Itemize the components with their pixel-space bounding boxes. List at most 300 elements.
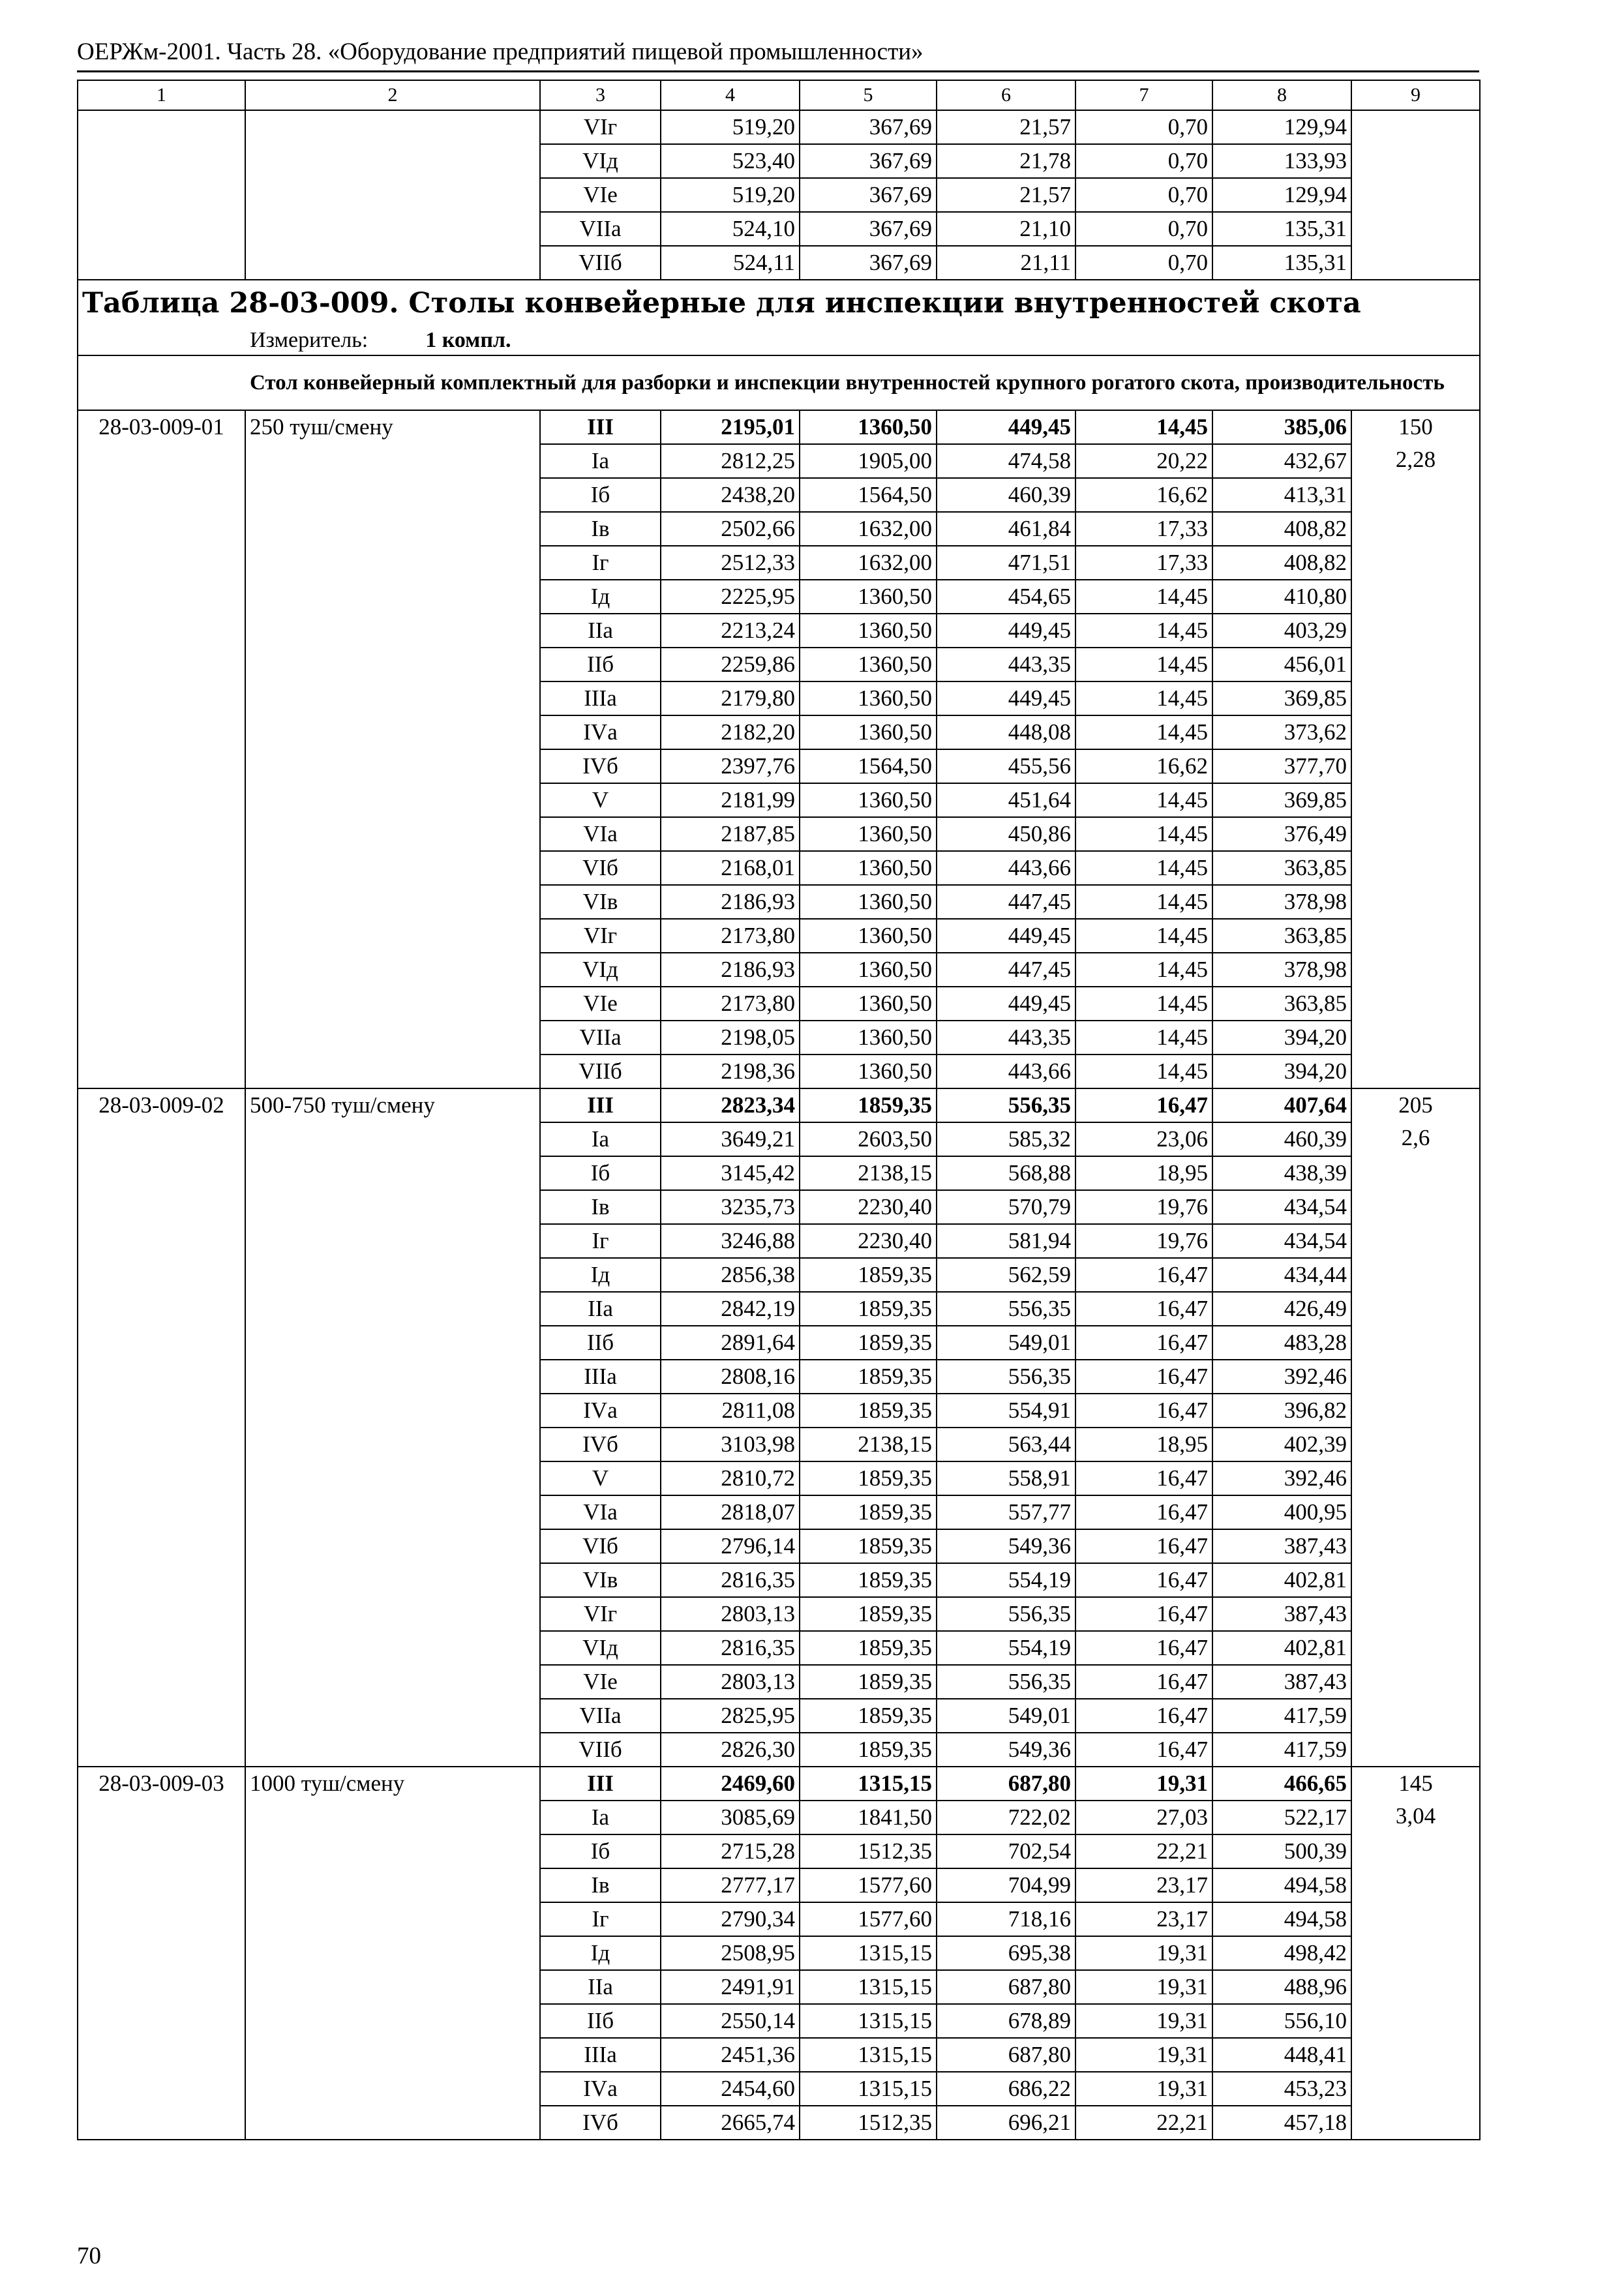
value-cell: 448,41	[1212, 2038, 1351, 2072]
value-cell: 1360,50	[800, 648, 937, 681]
value-cell: 377,70	[1212, 749, 1351, 783]
meter-value: 1 компл.	[425, 328, 511, 352]
value-cell: 16,47	[1075, 1529, 1212, 1563]
zone-cell: IVа	[540, 715, 661, 749]
value-cell: 522,17	[1212, 1801, 1351, 1834]
value-cell: 554,91	[937, 1394, 1075, 1428]
value-cell: 1315,15	[800, 2072, 937, 2106]
value-cell: 14,45	[1075, 817, 1212, 851]
value-cell: 678,89	[937, 2004, 1075, 2038]
value-cell: 16,47	[1075, 1461, 1212, 1495]
value-cell: 432,67	[1212, 444, 1351, 478]
value-cell: 378,98	[1212, 885, 1351, 919]
value-cell: 16,47	[1075, 1292, 1212, 1326]
value-cell: 2438,20	[661, 478, 800, 512]
value-cell: 549,01	[937, 1699, 1075, 1733]
value-cell: 1859,35	[800, 1088, 937, 1122]
col9-coefficient: 2,6	[1401, 1125, 1430, 1150]
value-cell: 449,45	[937, 614, 1075, 648]
zone-cell: VIIа	[540, 1699, 661, 1733]
value-cell: 1859,35	[800, 1529, 937, 1563]
value-cell: 0,70	[1075, 144, 1212, 178]
value-cell: 434,44	[1212, 1258, 1351, 1292]
zone-cell: Iд	[540, 1258, 661, 1292]
value-cell: 456,01	[1212, 648, 1351, 681]
value-cell: 523,40	[661, 144, 800, 178]
table-row	[78, 1088, 1480, 1122]
zone-cell: VIIа	[540, 212, 661, 246]
value-cell: 2230,40	[800, 1190, 937, 1224]
value-cell: 408,82	[1212, 512, 1351, 546]
value-cell: 696,21	[937, 2106, 1075, 2140]
value-cell: 549,01	[937, 1326, 1075, 1360]
value-cell: 14,45	[1075, 919, 1212, 953]
value-cell: 1315,15	[800, 1970, 937, 2004]
column-number: 7	[1075, 80, 1212, 110]
column-number: 2	[245, 80, 540, 110]
value-cell: 1512,35	[800, 2106, 937, 2140]
value-cell: 2181,99	[661, 783, 800, 817]
zone-cell: IIб	[540, 648, 661, 681]
value-cell: 21,11	[937, 246, 1075, 280]
zone-cell: VIе	[540, 1665, 661, 1699]
value-cell: 1315,15	[800, 2004, 937, 2038]
column-number: 6	[937, 80, 1075, 110]
zone-cell: VIIб	[540, 246, 661, 280]
value-cell: 19,31	[1075, 1936, 1212, 1970]
zone-cell: VIIб	[540, 1733, 661, 1767]
value-cell: 129,94	[1212, 178, 1351, 212]
value-cell: 1360,50	[800, 817, 937, 851]
col9-value: 205	[1398, 1092, 1433, 1118]
value-cell: 21,78	[937, 144, 1075, 178]
value-cell: 2195,01	[661, 410, 800, 444]
value-cell: 392,46	[1212, 1360, 1351, 1394]
zone-cell: VIIб	[540, 1055, 661, 1088]
zone-cell: Iв	[540, 1190, 661, 1224]
zone-cell: VIд	[540, 144, 661, 178]
value-cell: 1577,60	[800, 1902, 937, 1936]
table-row	[78, 212, 1480, 246]
value-cell: 417,59	[1212, 1699, 1351, 1733]
value-cell: 3145,42	[661, 1156, 800, 1190]
value-cell: 1632,00	[800, 512, 937, 546]
value-cell: 16,47	[1075, 1665, 1212, 1699]
value-cell: 556,10	[1212, 2004, 1351, 2038]
zone-cell: IVа	[540, 2072, 661, 2106]
value-cell: 3235,73	[661, 1190, 800, 1224]
value-cell: 453,23	[1212, 2072, 1351, 2106]
value-cell: 2826,30	[661, 1733, 800, 1767]
column-number: 3	[540, 80, 661, 110]
value-cell: 27,03	[1075, 1801, 1212, 1834]
value-cell: 19,31	[1075, 2004, 1212, 2038]
zone-cell: VIд	[540, 1631, 661, 1665]
value-cell: 556,35	[937, 1088, 1075, 1122]
value-cell: 2812,25	[661, 444, 800, 478]
value-cell: 363,85	[1212, 919, 1351, 953]
value-cell: 1859,35	[800, 1360, 937, 1394]
value-cell: 16,47	[1075, 1699, 1212, 1733]
value-cell: 449,45	[937, 410, 1075, 444]
value-cell: 2198,36	[661, 1055, 800, 1088]
value-cell: 483,28	[1212, 1326, 1351, 1360]
value-cell: 2198,05	[661, 1021, 800, 1055]
zone-cell: IIIа	[540, 1360, 661, 1394]
value-cell: 449,45	[937, 681, 1075, 715]
value-cell: 549,36	[937, 1733, 1075, 1767]
column-number: 9	[1351, 80, 1480, 110]
value-cell: 407,64	[1212, 1088, 1351, 1122]
value-cell: 1905,00	[800, 444, 937, 478]
col9-cell	[1351, 178, 1480, 212]
value-cell: 556,35	[937, 1665, 1075, 1699]
table-title-row	[78, 280, 1480, 326]
value-cell: 16,47	[1075, 1258, 1212, 1292]
value-cell: 2803,13	[661, 1665, 800, 1699]
zone-cell: IIIа	[540, 2038, 661, 2072]
value-cell: 23,06	[1075, 1122, 1212, 1156]
value-cell: 549,36	[937, 1529, 1075, 1563]
value-cell: 394,20	[1212, 1055, 1351, 1088]
zone-cell: VIв	[540, 1563, 661, 1597]
value-cell: 2168,01	[661, 851, 800, 885]
table-row	[78, 410, 1480, 444]
value-cell: 0,70	[1075, 110, 1212, 144]
value-cell: 2825,95	[661, 1699, 800, 1733]
value-cell: 1859,35	[800, 1733, 937, 1767]
value-cell: 135,31	[1212, 246, 1351, 280]
code-cell	[78, 178, 245, 212]
value-cell: 14,45	[1075, 987, 1212, 1021]
zone-cell: IIIа	[540, 681, 661, 715]
col9-value: 150	[1398, 414, 1433, 440]
value-cell: 519,20	[661, 178, 800, 212]
value-cell: 16,47	[1075, 1495, 1212, 1529]
value-cell: 443,66	[937, 1055, 1075, 1088]
zone-cell: IIб	[540, 2004, 661, 2038]
value-cell: 367,69	[800, 144, 937, 178]
col9-coefficient: 2,28	[1395, 447, 1436, 472]
value-cell: 367,69	[800, 246, 937, 280]
zone-cell: Iг	[540, 1224, 661, 1258]
col9-cell	[1351, 410, 1480, 1088]
value-cell: 2803,13	[661, 1597, 800, 1631]
value-cell: 2138,15	[800, 1156, 937, 1190]
value-cell: 460,39	[937, 478, 1075, 512]
value-cell: 426,49	[1212, 1292, 1351, 1326]
value-cell: 448,08	[937, 715, 1075, 749]
value-cell: 21,10	[937, 212, 1075, 246]
value-cell: 451,64	[937, 783, 1075, 817]
value-cell: 2512,33	[661, 546, 800, 580]
value-cell: 2186,93	[661, 885, 800, 919]
value-cell: 16,47	[1075, 1631, 1212, 1665]
value-cell: 722,02	[937, 1801, 1075, 1834]
zone-cell: V	[540, 1461, 661, 1495]
col9-coefficient: 3,04	[1395, 1803, 1436, 1829]
value-cell: 14,45	[1075, 851, 1212, 885]
value-cell: 367,69	[800, 178, 937, 212]
value-cell: 402,81	[1212, 1631, 1351, 1665]
value-cell: 2230,40	[800, 1224, 937, 1258]
code-cell: 28-03-009-01	[78, 410, 245, 1088]
value-cell: 460,39	[1212, 1122, 1351, 1156]
value-cell: 2816,35	[661, 1563, 800, 1597]
zone-cell: VIд	[540, 953, 661, 987]
value-cell: 438,39	[1212, 1156, 1351, 1190]
value-cell: 494,58	[1212, 1868, 1351, 1902]
value-cell: 2603,50	[800, 1122, 937, 1156]
value-cell: 563,44	[937, 1428, 1075, 1461]
value-cell: 1360,50	[800, 885, 937, 919]
value-cell: 19,31	[1075, 1767, 1212, 1801]
name-cell: 500-750 туш/смену	[245, 1088, 540, 1767]
value-cell: 387,43	[1212, 1597, 1351, 1631]
value-cell: 2451,36	[661, 2038, 800, 2072]
value-cell: 568,88	[937, 1156, 1075, 1190]
zone-cell: VIг	[540, 919, 661, 953]
value-cell: 0,70	[1075, 246, 1212, 280]
value-cell: 2777,17	[661, 1868, 800, 1902]
value-cell: 2796,14	[661, 1529, 800, 1563]
price-table	[77, 80, 1481, 2140]
column-number: 5	[800, 80, 937, 110]
zone-cell: IVа	[540, 1394, 661, 1428]
value-cell: 2810,72	[661, 1461, 800, 1495]
value-cell: 394,20	[1212, 1021, 1351, 1055]
value-cell: 14,45	[1075, 648, 1212, 681]
column-number: 1	[78, 80, 245, 110]
zone-cell: VIв	[540, 885, 661, 919]
value-cell: 2811,08	[661, 1394, 800, 1428]
column-number: 8	[1212, 80, 1351, 110]
value-cell: 1360,50	[800, 783, 937, 817]
value-cell: 466,65	[1212, 1767, 1351, 1801]
value-cell: 2259,86	[661, 648, 800, 681]
value-cell: 16,47	[1075, 1088, 1212, 1122]
value-cell: 2508,95	[661, 1936, 800, 1970]
value-cell: 3085,69	[661, 1801, 800, 1834]
table-row	[78, 144, 1480, 178]
value-cell: 2818,07	[661, 1495, 800, 1529]
value-cell: 16,47	[1075, 1394, 1212, 1428]
value-cell: 1859,35	[800, 1495, 937, 1529]
value-cell: 396,82	[1212, 1394, 1351, 1428]
value-cell: 17,33	[1075, 512, 1212, 546]
table-row	[78, 178, 1480, 212]
value-cell: 1360,50	[800, 580, 937, 614]
meter-cell	[78, 326, 1480, 355]
value-cell: 0,70	[1075, 178, 1212, 212]
value-cell: 1315,15	[800, 1767, 937, 1801]
value-cell: 554,19	[937, 1563, 1075, 1597]
value-cell: 14,45	[1075, 614, 1212, 648]
zone-cell: IVб	[540, 1428, 661, 1461]
value-cell: 1859,35	[800, 1461, 937, 1495]
value-cell: 1841,50	[800, 1801, 937, 1834]
value-cell: 1360,50	[800, 681, 937, 715]
value-cell: 369,85	[1212, 783, 1351, 817]
value-cell: 1315,15	[800, 2038, 937, 2072]
value-cell: 16,47	[1075, 1326, 1212, 1360]
value-cell: 2665,74	[661, 2106, 800, 2140]
value-cell: 2213,24	[661, 614, 800, 648]
table-title: Таблица 28-03-009. Столы конвейерные для инспекции внутренностей скота	[78, 280, 1480, 326]
value-cell: 1859,35	[800, 1394, 937, 1428]
value-cell: 17,33	[1075, 546, 1212, 580]
value-cell: 1859,35	[800, 1326, 937, 1360]
table-row	[78, 1767, 1480, 1801]
value-cell: 367,69	[800, 110, 937, 144]
zone-cell: Iа	[540, 1801, 661, 1834]
value-cell: 1512,35	[800, 1834, 937, 1868]
value-cell: 402,81	[1212, 1563, 1351, 1597]
value-cell: 363,85	[1212, 987, 1351, 1021]
zone-cell: III	[540, 1767, 661, 1801]
value-cell: 1360,50	[800, 1055, 937, 1088]
col9-cell	[1351, 246, 1480, 280]
zone-cell: VIг	[540, 1597, 661, 1631]
value-cell: 3103,98	[661, 1428, 800, 1461]
value-cell: 443,35	[937, 1021, 1075, 1055]
value-cell: 22,21	[1075, 2106, 1212, 2140]
zone-cell: III	[540, 410, 661, 444]
zone-cell: VIIа	[540, 1021, 661, 1055]
code-cell	[78, 110, 245, 144]
value-cell: 14,45	[1075, 1021, 1212, 1055]
zone-cell: IIа	[540, 614, 661, 648]
name-cell	[245, 246, 540, 280]
value-cell: 16,47	[1075, 1597, 1212, 1631]
value-cell: 1859,35	[800, 1563, 937, 1597]
value-cell: 447,45	[937, 885, 1075, 919]
col9-cell	[1351, 1088, 1480, 1767]
value-cell: 392,46	[1212, 1461, 1351, 1495]
zone-cell: IIб	[540, 1326, 661, 1360]
value-cell: 387,43	[1212, 1529, 1351, 1563]
col9-cell	[1351, 110, 1480, 144]
value-cell: 21,57	[937, 178, 1075, 212]
value-cell: 1859,35	[800, 1699, 937, 1733]
zone-cell: Iа	[540, 444, 661, 478]
value-cell: 1360,50	[800, 851, 937, 885]
value-cell: 562,59	[937, 1258, 1075, 1292]
value-cell: 400,95	[1212, 1495, 1351, 1529]
value-cell: 378,98	[1212, 953, 1351, 987]
value-cell: 2715,28	[661, 1834, 800, 1868]
table-description: Стол конвейерный комплектный для разборки и инспекции внутренностей крупного рогатого скота, производительность	[78, 355, 1480, 410]
col9-cell	[1351, 1767, 1480, 2140]
value-cell: 2187,85	[661, 817, 800, 851]
value-cell: 687,80	[937, 2038, 1075, 2072]
value-cell: 2397,76	[661, 749, 800, 783]
value-cell: 417,59	[1212, 1733, 1351, 1767]
value-cell: 498,42	[1212, 1936, 1351, 1970]
value-cell: 471,51	[937, 546, 1075, 580]
value-cell: 21,57	[937, 110, 1075, 144]
value-cell: 129,94	[1212, 110, 1351, 144]
value-cell: 23,17	[1075, 1902, 1212, 1936]
value-cell: 1360,50	[800, 614, 937, 648]
value-cell: 558,91	[937, 1461, 1075, 1495]
value-cell: 1859,35	[800, 1292, 937, 1326]
value-cell: 2823,34	[661, 1088, 800, 1122]
value-cell: 2138,15	[800, 1428, 937, 1461]
value-cell: 1577,60	[800, 1868, 937, 1902]
value-cell: 3649,21	[661, 1122, 800, 1156]
zone-cell: Iг	[540, 546, 661, 580]
value-cell: 695,38	[937, 1936, 1075, 1970]
value-cell: 2225,95	[661, 580, 800, 614]
value-cell: 1859,35	[800, 1631, 937, 1665]
value-cell: 387,43	[1212, 1665, 1351, 1699]
value-cell: 2454,60	[661, 2072, 800, 2106]
name-cell: 250 туш/смену	[245, 410, 540, 1088]
value-cell: 570,79	[937, 1190, 1075, 1224]
zone-cell: VIг	[540, 110, 661, 144]
value-cell: 443,35	[937, 648, 1075, 681]
zone-cell: Iв	[540, 512, 661, 546]
value-cell: 1564,50	[800, 749, 937, 783]
value-cell: 554,19	[937, 1631, 1075, 1665]
zone-cell: IIа	[540, 1292, 661, 1326]
value-cell: 1859,35	[800, 1258, 937, 1292]
value-cell: 18,95	[1075, 1428, 1212, 1461]
value-cell: 410,80	[1212, 580, 1351, 614]
value-cell: 434,54	[1212, 1224, 1351, 1258]
value-cell: 2842,19	[661, 1292, 800, 1326]
value-cell: 19,31	[1075, 2038, 1212, 2072]
value-cell: 457,18	[1212, 2106, 1351, 2140]
value-cell: 449,45	[937, 987, 1075, 1021]
value-cell: 373,62	[1212, 715, 1351, 749]
value-cell: 461,84	[937, 512, 1075, 546]
value-cell: 557,77	[937, 1495, 1075, 1529]
value-cell: 402,39	[1212, 1428, 1351, 1461]
page-header: ОЕРЖм-2001. Часть 28. «Оборудование предприятий пищевой промышленности»	[77, 38, 924, 65]
zone-cell: VIа	[540, 817, 661, 851]
name-cell: 1000 туш/смену	[245, 1767, 540, 2140]
header-rule	[77, 70, 1479, 72]
value-cell: 19,31	[1075, 2072, 1212, 2106]
value-cell: 585,32	[937, 1122, 1075, 1156]
value-cell: 556,35	[937, 1292, 1075, 1326]
zone-cell: Iд	[540, 580, 661, 614]
value-cell: 14,45	[1075, 953, 1212, 987]
value-cell: 2502,66	[661, 512, 800, 546]
value-cell: 14,45	[1075, 783, 1212, 817]
value-cell: 403,29	[1212, 614, 1351, 648]
value-cell: 2790,34	[661, 1902, 800, 1936]
code-cell: 28-03-009-02	[78, 1088, 245, 1767]
value-cell: 2182,20	[661, 715, 800, 749]
value-cell: 2816,35	[661, 1631, 800, 1665]
value-cell: 1360,50	[800, 715, 937, 749]
value-cell: 2179,80	[661, 681, 800, 715]
value-cell: 16,62	[1075, 478, 1212, 512]
value-cell: 556,35	[937, 1597, 1075, 1631]
value-cell: 524,11	[661, 246, 800, 280]
zone-cell: IVб	[540, 749, 661, 783]
value-cell: 1564,50	[800, 478, 937, 512]
zone-cell: VIа	[540, 1495, 661, 1529]
column-number-row	[78, 80, 1480, 110]
value-cell: 16,47	[1075, 1733, 1212, 1767]
value-cell: 434,54	[1212, 1190, 1351, 1224]
zone-cell: VIе	[540, 987, 661, 1021]
value-cell: 369,85	[1212, 681, 1351, 715]
